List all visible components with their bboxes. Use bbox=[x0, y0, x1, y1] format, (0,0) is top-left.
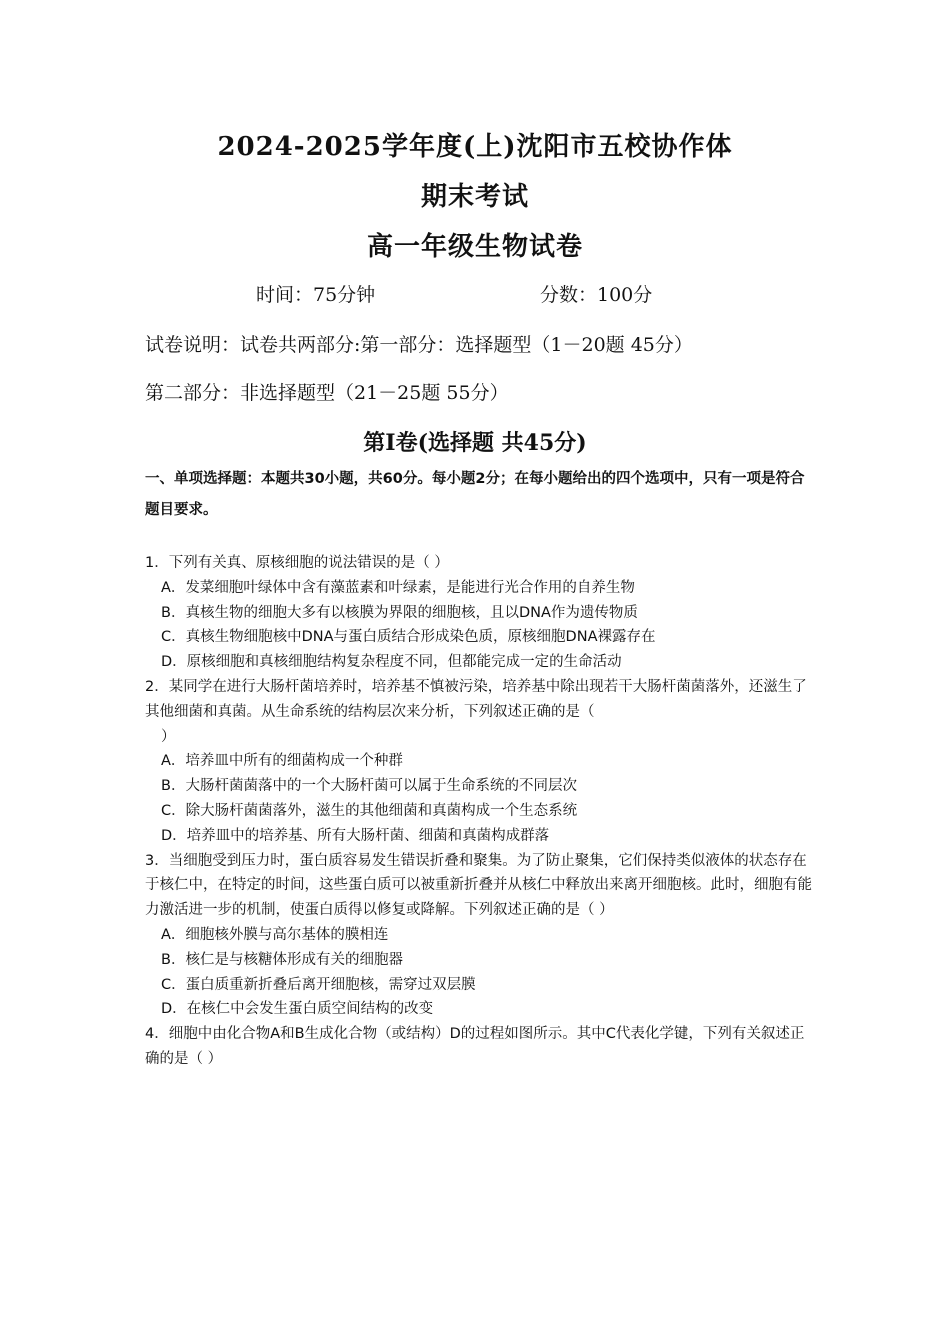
option-c: C．蛋白质重新折叠后离开细胞核，需穿过双层膜 bbox=[161, 976, 476, 993]
option-d: D．培养皿中的培养基、所有大肠杆菌、细菌和真菌构成群落 bbox=[161, 827, 550, 844]
question-stem: 3．当细胞受到压力时，蛋白质容易发生错误折叠和聚集。为了防止聚集，它们保持类似液体的状态存在于核仁中，在特定的时间，这些蛋白质可以被重新折叠并从核仁中释放出来离开细胞核。此时，细胞有能力激活进一步的机制，使蛋白质得以修复或降解。下列叙述正确的是（ ） bbox=[145, 852, 812, 919]
question-1 bbox=[145, 551, 815, 675]
exam-title-line2: 期末考试 bbox=[420, 182, 529, 212]
option-b: B．核仁是与核糖体形成有关的细胞器 bbox=[161, 951, 403, 968]
part1-instruction: 一、单项选择题：本题共30小题，共60分。每小题2分；在每小题给出的四个选项中，只有一项是符合题目要求。 bbox=[145, 471, 805, 518]
option-a: A．细胞核外膜与高尔基体的膜相连 bbox=[161, 926, 389, 943]
option-d: D．在核仁中会发生蛋白质空间结构的改变 bbox=[161, 1001, 434, 1018]
option-b: B．真核生物的细胞大多有以核膜为界限的细胞核，且以DNA作为遗传物质 bbox=[161, 604, 638, 621]
exam-description-line1: 试卷说明：试卷共两部分:第一部分：选择题型（1－20题 45分） bbox=[145, 334, 693, 356]
question-stem-tail: ） bbox=[161, 728, 176, 745]
question-list bbox=[145, 551, 815, 1072]
option-a: A．培养皿中所有的细菌构成一个种群 bbox=[161, 753, 403, 770]
option-b: B．大肠杆菌菌落中的一个大肠杆菌可以属于生命系统的不同层次 bbox=[161, 778, 577, 795]
question-4 bbox=[145, 1022, 815, 1072]
exam-title-line3: 高一年级生物试卷 bbox=[366, 232, 583, 262]
option-c: C．除大肠杆菌菌落外，滋生的其他细菌和真菌构成一个生态系统 bbox=[161, 802, 578, 819]
question-2 bbox=[145, 675, 815, 849]
exam-description-line2: 第二部分：非选择题型（21－25题 55分） bbox=[145, 382, 509, 404]
exam-title-line1: 2024-2025学年度(上)沈阳市五校协作体 bbox=[217, 132, 733, 162]
question-stem: 1．下列有关真、原核细胞的说法错误的是（ ） bbox=[145, 555, 449, 571]
question-stem: 2．某同学在进行大肠杆菌培养时，培养基不慎被污染，培养基中除出现若干大肠杆菌菌落外，还滋生了其他细菌和真菌。从生命系统的结构层次来分析，下列叙述正确的是（ bbox=[145, 678, 807, 720]
part1-title: 第Ⅰ卷(选择题 共45分) bbox=[363, 430, 587, 456]
exam-score: 分数：100分 bbox=[540, 284, 653, 306]
question-stem: 4．细胞中由化合物A和B生成化合物（或结构）D的过程如图所示。其中C代表化学键，下列有关叙述正确的是（ ） bbox=[145, 1026, 805, 1067]
option-a: A．发菜细胞叶绿体中含有藻蓝素和叶绿素，是能进行光合作用的自养生物 bbox=[161, 579, 635, 596]
exam-time: 时间：75分钟 bbox=[256, 284, 376, 306]
question-3 bbox=[145, 849, 815, 1023]
option-c: C．真核生物细胞核中DNA与蛋白质结合形成染色质，原核细胞DNA裸露存在 bbox=[161, 629, 656, 646]
option-d: D．原核细胞和真核细胞结构复杂程度不同，但都能完成一定的生命活动 bbox=[161, 654, 622, 671]
